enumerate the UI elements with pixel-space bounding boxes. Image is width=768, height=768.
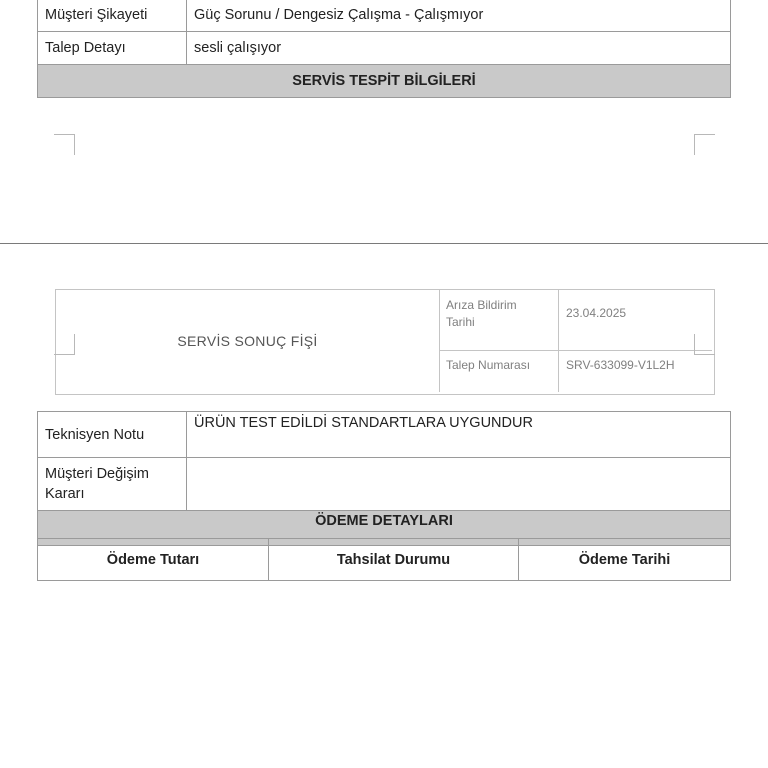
complaint-label: Müşteri Şikayeti [38, 0, 187, 32]
customer-decision-label: Müşteri Değişim Kararı [38, 458, 187, 511]
payment-amount-header: Ödeme Tutarı [38, 539, 269, 581]
header-divider [439, 350, 712, 351]
table-row [38, 32, 731, 65]
crop-mark [694, 134, 715, 155]
request-detail-label: Talep Detayı [38, 32, 187, 65]
technician-note-label: Teknisyen Notu [38, 412, 187, 458]
table-row [38, 412, 731, 458]
table-row [38, 65, 731, 98]
crop-mark [54, 334, 75, 355]
page-divider [0, 243, 768, 244]
collection-status-header: Tahsilat Durumu [269, 539, 519, 581]
table-row [38, 458, 731, 511]
complaint-table [37, 0, 731, 98]
table-row [38, 539, 731, 581]
crop-mark [54, 134, 75, 155]
request-number-label: Talep Numarası [446, 358, 531, 372]
report-date-label: Arıza Bildirim Tarihi [446, 298, 517, 329]
customer-decision-value [187, 458, 731, 511]
request-detail-value: sesli çalışıyor [187, 32, 731, 65]
service-result-title: SERVİS SONUÇ FİŞİ [56, 290, 440, 392]
payment-date-header: Ödeme Tarihi [519, 539, 731, 581]
payment-details-header: ÖDEME DETAYLARI [38, 511, 731, 546]
report-date-value: 23.04.2025 [566, 306, 627, 320]
table-row [38, 0, 731, 32]
service-findings-header: SERVİS TESPİT BİLGİLERİ [38, 65, 731, 98]
technician-table [37, 411, 731, 546]
complaint-value: Güç Sorunu / Dengesiz Çalışma - Çalışmıyor [187, 0, 731, 32]
request-number-value: SRV-633099-V1L2H [566, 358, 675, 372]
technician-note-value: ÜRÜN TEST EDİLDİ STANDARTLARA UYGUNDUR [187, 412, 731, 458]
crop-mark [694, 334, 715, 355]
service-result-header-box [55, 289, 715, 395]
header-divider [558, 290, 559, 392]
payment-table [37, 538, 731, 581]
